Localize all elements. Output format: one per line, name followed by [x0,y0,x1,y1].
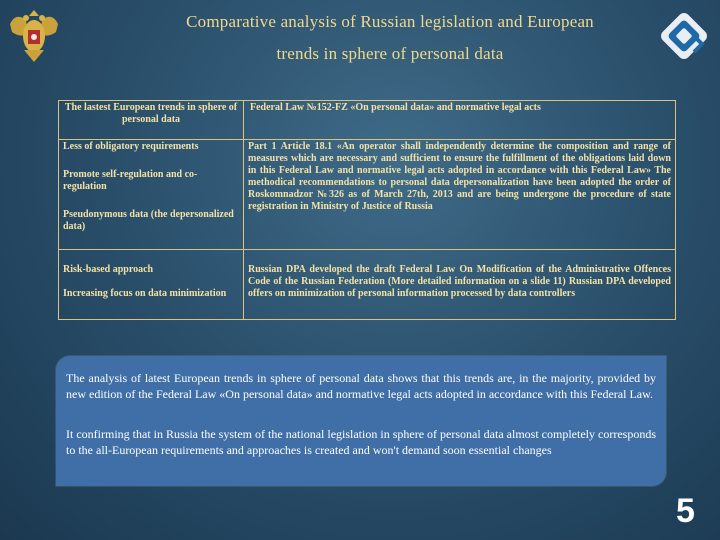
table-header-row [59,101,676,140]
row-1-trends-cell [59,140,244,250]
row-1-law-cell: Part 1 Article 18.1 «An operator shall independently determine the composition and range of measures which are necessary and sufficient to ensure the fulfillment of the obligations laid down in this Federal Law and normative legal acts adopted in accordance with this Federal Law» The methodical recommendations to personal data depersonalization have been adopted the order of Roskomnadzor №326 as of March 27th, 2013 and are being undergone the procedure of state registration in Ministry of Justice of Russia [244,140,676,250]
summary-box [56,356,666,486]
table-row [59,140,676,250]
table-row [59,250,676,320]
trend-item: Risk-based approach [63,264,154,275]
summary-paragraph-1: The analysis of latest European trends in sphere of personal data shows that this trends are, in the majority, provided by new edition of the Federal Law «On personal data» and normative legal acts adopted in accordance with this Federal Law. [66,371,656,401]
page-number: 5 [676,492,695,530]
slide-title-line-1: Comparative analysis of Russian legislation and European [186,12,594,31]
trend-item: Pseudonymous data (the depersonalized data) [63,209,234,232]
trend-item: Increasing focus on data minimization [63,288,227,299]
trend-item: Promote self-regulation and co-regulation [63,169,198,192]
header-european-trends: The lastest European trends in sphere of personal data [59,101,244,140]
comparison-table [58,100,676,320]
coat-of-arms-emblem-icon [6,4,62,66]
row-2-law-cell: Russian DPA developed the draft Federal Law On Modification of the Administrative Offences Code of the Russian Federation (More detailed information on a slide 11) Russian DPA developed offers on minimization of personal information processed by data controllers [244,250,676,320]
summary-paragraph-2: It confirming that in Russia the system of the national legislation in sphere of personal data almost completely corresponds to the all-European requirements and approaches is created and won't demand soon essential changes [66,427,656,457]
row-2-trends-cell [59,250,244,320]
header-federal-law: Federal Law №152-FZ «On personal data» and normative legal acts [244,101,676,140]
slide-title-line-2: trends in sphere of personal data [276,44,504,63]
trend-item: Less of obligatory requirements [63,141,199,152]
